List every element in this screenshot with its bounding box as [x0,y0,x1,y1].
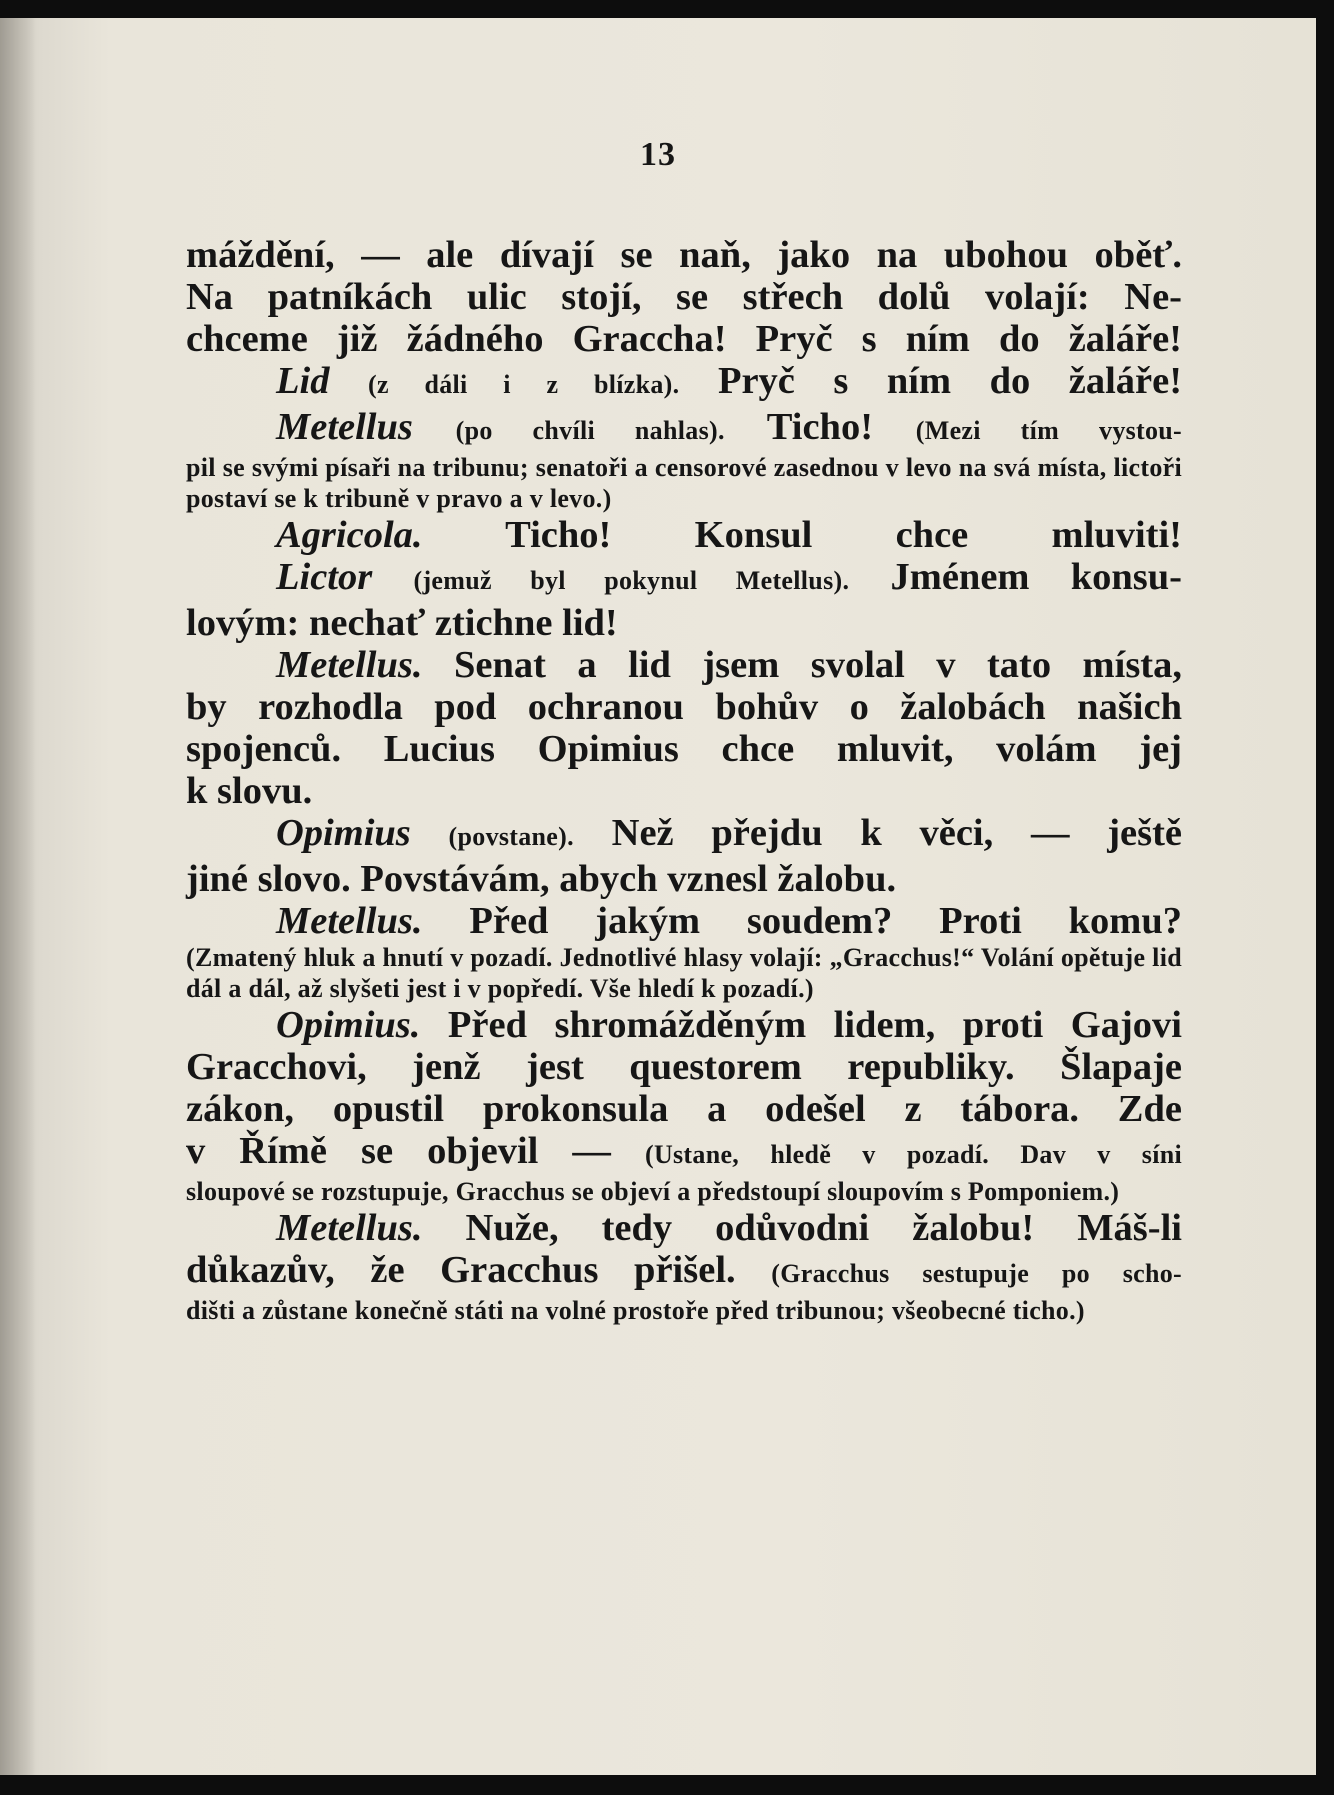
speech-text: Před jakým soudem? Proti komu? [469,900,1183,942]
text-line: Na patníkách ulic stojí, se střech dolů volají: Ne- [186,276,1182,318]
stage-note: (z dáli i z blízka). [367,370,680,399]
speech-text: Ticho! [766,406,874,448]
speaker-name: Metellus [276,406,413,448]
stage-direction: (Zmatený hluk a hnutí v pozadí. Jednotlivé hlasy volají: „Gracchus!“ Volání opětuje lid dál a dál, až slyšeti jest i v popředí. Vše hledí k pozadí.) [186,943,1182,1003]
text-line: chceme již žádného Graccha! Pryč s ním do žaláře! [186,318,1182,360]
speech-line [186,406,1182,452]
speech-text: Nuže, tedy odůvodni žalobu! Máš-li [465,1207,1182,1249]
stage-note: (Mezi tím vystou- [915,416,1183,445]
stage-note: (Gracchus sestupuje po scho- [771,1259,1182,1288]
text-line: zákon, opustil prokonsula a odešel z tábora. Zde [186,1088,1182,1130]
speech-text: Jménem konsu- [890,556,1183,598]
speaker-name: Lictor [276,556,373,598]
speech-text: Senat a lid jsem svolal v tato místa, [453,644,1182,686]
stage-note: (povstane). [448,822,574,851]
book-page [0,18,1316,1775]
stage-note: (Ustane, hledě v pozadí. Dav v síni [644,1140,1182,1169]
speech-line [186,360,1182,406]
speaker-name: Agricola. [276,514,423,556]
text-line [186,1130,1182,1176]
page-spine-shadow [0,18,36,1775]
text-line: jiné slovo. Povstávám, abych vznesl žalobu. [186,858,897,900]
speech-line [186,556,1182,602]
speech-text: Před shromážděným lidem, proti Gajovi [447,1004,1182,1046]
speech-text: Pryč s ním do žaláře! [717,360,1183,402]
speech-text: Než přejdu k věci, — ještě [611,812,1183,854]
speech-text: důkazův, že Gracchus přišel. [186,1249,736,1291]
speech-text: Ticho! Konsul chce mluviti! [505,514,1182,556]
page-number: 13 [640,136,676,173]
stage-direction: sloupové se rozstupuje, Gracchus se objeví a předstoupí sloupovím s Pomponiem.) [186,1177,1120,1206]
speaker-name: Lid [276,360,330,402]
speech-line [186,812,1182,858]
text-line: by rozhodla pod ochranou bohův o žalobách našich [186,686,1182,728]
stage-direction: dišti a zůstane konečně státi na volné prostoře před tribunou; všeobecné ticho.) [186,1296,1085,1325]
text-line [186,1249,1182,1295]
page-text [186,234,1182,1326]
speech-line [186,644,1182,686]
speech-line [186,514,1182,556]
text-line: k slovu. [186,770,313,812]
text-line: Gracchovi, jenž jest questorem republiky. Šlapaje [186,1046,1182,1088]
stage-direction: pil se svými písaři na tribunu; senatoři a censorové zasednou v levo na svá místa, lictoři postaví se k tribuně v pravo a v levo.) [186,453,1182,513]
speaker-name: Metellus. [276,1207,423,1249]
speaker-name: Opimius [276,812,411,854]
speech-line [186,900,1182,942]
speech-line [186,1207,1182,1249]
stage-note: (po chvíli nahlas). [455,416,725,445]
speaker-name: Opimius. [276,1004,421,1046]
speech-text: v Římě se objevil — [186,1130,611,1172]
speech-line [186,1004,1182,1046]
text-line: spojenců. Lucius Opimius chce mluvit, volám jej [186,728,1182,770]
stage-note: (jemuž byl pokynul Metellus). [413,566,850,595]
text-line: lovým: nechať ztichne lid! [186,602,618,644]
speaker-name: Metellus. [276,900,423,942]
speaker-name: Metellus. [276,644,423,686]
text-line: máždění, — ale dívají se naň, jako na ubohou oběť. [186,234,1182,276]
